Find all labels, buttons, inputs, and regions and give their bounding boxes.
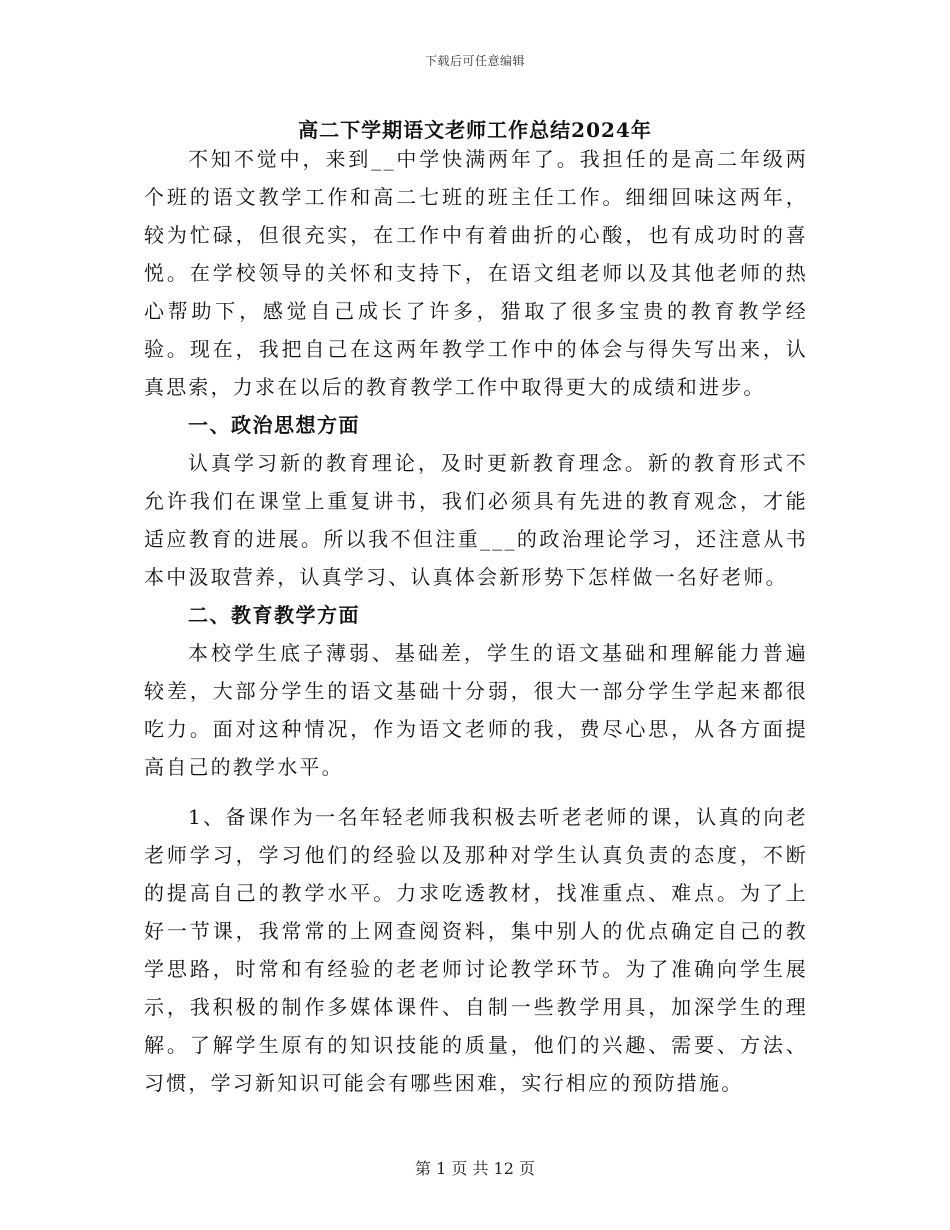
section-paragraph-politics: 认真学习新的教育理论，及时更新教育理念。新的教育形式不允许我们在课堂上重复讲书，我们必须具有先进的教育观念，才能适应教育的进展。所以我不但注重___的政治理论学习，还注意从书本中汲取营养，认真学习、认真体会新形势下怎样做一名好老师。 [144,451,808,589]
document-body [144,140,808,1102]
section-paragraph-teaching: 本校学生底子薄弱、基础差，学生的语文基础和理解能力普遍较差，大部分学生的语文基础十分弱，很大一部分学生学起来都很吃力。面对这种情况，作为语文老师的我，费尽心思，从各方面提高自己的教学水平。 [144,641,808,779]
header-note: 下载后可任意编辑 [424,54,525,68]
document-title: 高二下学期语文老师工作总结2024年 [298,118,652,142]
section-paragraph-lesson-prep: 1、备课作为一名年轻老师我积极去听老老师的课，认真的向老老师学习，学习他们的经验以及那种对学生认真负责的态度，不断的提高自己的教学水平。力求吃透教材，找准重点、难点。为了上好一节课，我常常的上网查阅资料，集中别人的优点确定自己的教学思路，时常和有经验的老老师讨论教学环节。为了准确向学生展示，我积极的制作多媒体课件、自制一些教学用具，加深学生的理解。了解学生原有的知识技能的质量，他们的兴趣、需要、方法、习惯，学习新知识可能会有哪些困难，实行相应的预防措施。 [144,805,808,1095]
paragraph-gap [144,786,808,798]
page-footer: 第 1 页 共 12 页 [415,1159,535,1178]
section-heading-teaching: 二、教育教学方面 [188,603,360,627]
intro-paragraph: 不知不觉中，来到__中学快满两年了。我担任的是高二年级两个班的语文教学工作和高二七班的班主任工作。细细回味这两年，较为忙碌，但很充实，在工作中有着曲折的心酸，也有成功时的喜悦。在学校领导的关怀和支持下，在语文组老师以及其他老师的热心帮助下，感觉自己成长了许多，猎取了很多宝贵的教育教学经验。现在，我把自己在这两年教学工作中的体会与得失写出来，认真思索，力求在以后的教育教学工作中取得更大的成绩和进步。 [144,147,808,399]
section-heading-politics: 一、政治思想方面 [188,413,360,437]
